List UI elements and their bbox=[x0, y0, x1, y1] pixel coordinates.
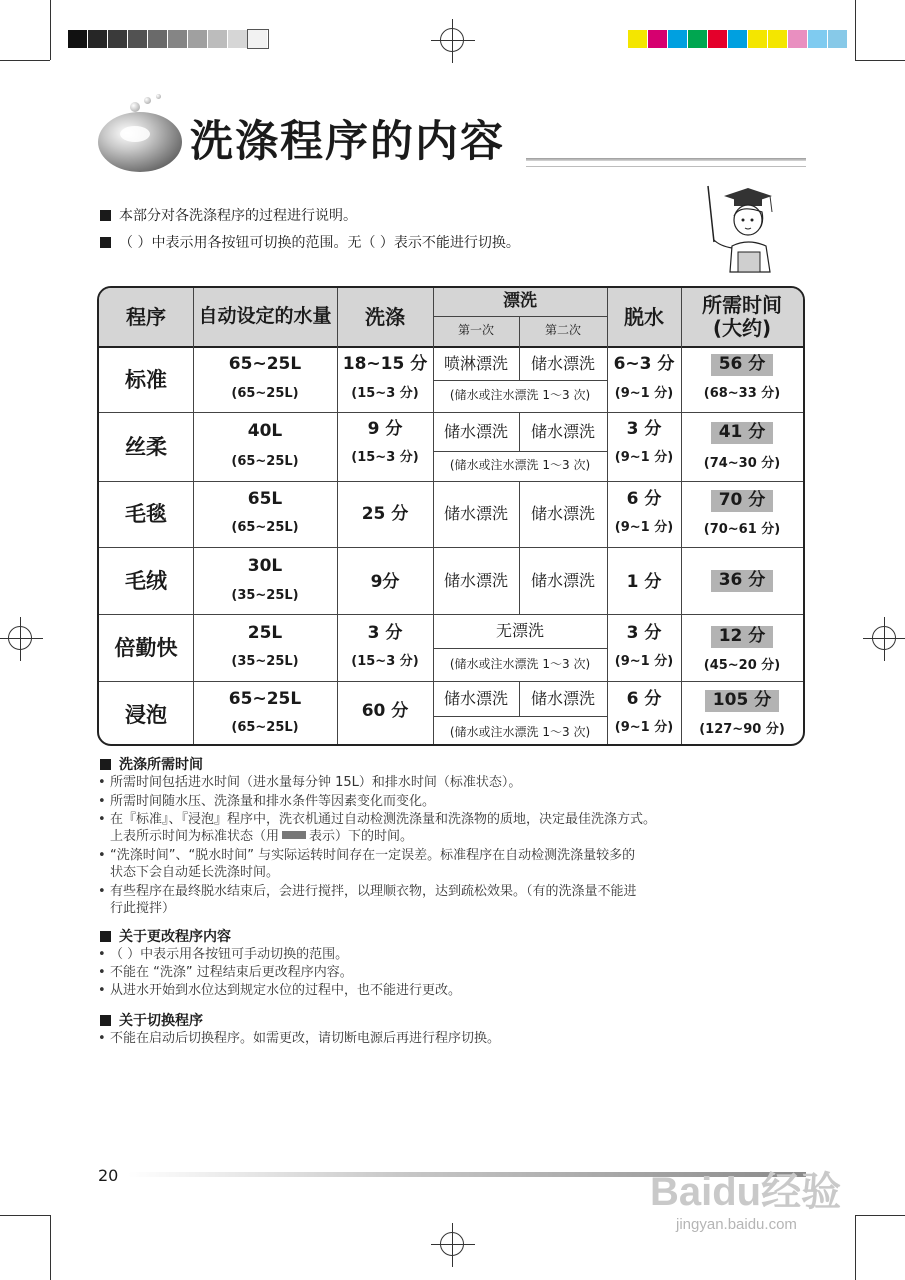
row-wash-range: (15~3 分) bbox=[351, 385, 419, 401]
standard-time-badge: 12 分 bbox=[711, 626, 774, 648]
row-rinse-merged: 无漂洗 bbox=[495, 621, 544, 641]
row-wash: 9 分 bbox=[367, 419, 403, 440]
row-rinse-first: 喷淋漂洗 bbox=[443, 353, 508, 373]
section-heading: 关于更改程序内容 bbox=[100, 926, 231, 946]
color-swatch bbox=[248, 30, 268, 48]
list-item: • （ ）中表示用各按钮可手动切换的范围。 bbox=[110, 946, 348, 963]
row-spin-range: (9~1 分) bbox=[614, 519, 674, 535]
color-swatch bbox=[628, 30, 648, 48]
row-spin: 6 分 bbox=[626, 489, 662, 510]
crop-mark bbox=[0, 1215, 50, 1216]
list-item: • 不能在启动后切换程序。如需更改，请切断电源后再进行程序切换。 bbox=[110, 1030, 500, 1047]
row-time bbox=[681, 622, 803, 652]
color-swatch bbox=[88, 30, 108, 48]
row-rinse-first: 储水漂洗 bbox=[443, 570, 508, 590]
row-time bbox=[681, 486, 803, 516]
row-time-range: (45~20 分) bbox=[703, 657, 781, 673]
intro-line: 本部分对各洗涤程序的过程进行说明。 bbox=[100, 205, 357, 225]
header-water: 自动设定的水量 bbox=[198, 305, 332, 328]
row-wash: 25 分 bbox=[361, 503, 409, 524]
row-water: 30L bbox=[247, 556, 283, 577]
title-underline-thin bbox=[526, 166, 806, 167]
row-program: 毛毯 bbox=[125, 502, 167, 527]
list-item-continued: 上表所示时间为标准状态（用 表示）下的时间。 bbox=[110, 829, 414, 844]
grayscale-bar bbox=[68, 30, 268, 48]
color-swatch bbox=[688, 30, 708, 48]
list-item-continued: 行此搅拌） bbox=[110, 901, 176, 916]
header-spin: 脱水 bbox=[624, 304, 664, 329]
header-rinse-second: 第二次 bbox=[544, 323, 581, 338]
crop-mark bbox=[855, 1215, 856, 1280]
bullet-square-icon bbox=[100, 1015, 111, 1026]
registration-mark bbox=[440, 28, 464, 52]
row-wash: 18~15 分 bbox=[342, 354, 428, 375]
title-orb-highlight bbox=[120, 126, 150, 142]
color-swatch bbox=[808, 30, 828, 48]
gray-marker-swatch bbox=[282, 831, 306, 839]
crop-mark bbox=[50, 1215, 51, 1280]
row-water-range: (65~25L) bbox=[231, 453, 299, 469]
table-rule bbox=[519, 316, 520, 346]
registration-mark bbox=[8, 626, 32, 650]
row-wash: 9分 bbox=[370, 572, 400, 593]
header-program: 程序 bbox=[126, 304, 166, 329]
row-spin-range: (9~1 分) bbox=[614, 719, 674, 735]
row-spin: 6 分 bbox=[626, 689, 662, 710]
row-spin-range: (9~1 分) bbox=[614, 449, 674, 465]
page-title: 洗涤程序的内容 bbox=[190, 117, 505, 167]
color-swatch bbox=[228, 30, 248, 48]
watermark-url: jingyan.baidu.com bbox=[676, 1216, 797, 1233]
row-program: 浸泡 bbox=[125, 702, 167, 727]
list-item: • 所需时间随水压、洗涤量和排水条件等因素变化而变化。 bbox=[110, 793, 435, 810]
row-spin-range: (9~1 分) bbox=[614, 653, 674, 669]
list-item: • 从进水开始到水位达到规定水位的过程中，也不能进行更改。 bbox=[110, 982, 461, 999]
row-spin: 3 分 bbox=[626, 419, 662, 440]
section-heading: 关于切换程序 bbox=[100, 1010, 203, 1030]
row-rinse-second: 储水漂洗 bbox=[530, 421, 595, 441]
color-swatch bbox=[768, 30, 788, 48]
row-program: 标准 bbox=[125, 367, 167, 392]
program-table bbox=[97, 286, 805, 746]
header-time: 所需时间 (大约) bbox=[702, 293, 782, 340]
row-time bbox=[681, 548, 803, 614]
crop-mark bbox=[855, 60, 905, 61]
crop-mark bbox=[855, 1215, 905, 1216]
row-water-range: (65~25L) bbox=[231, 519, 299, 535]
header-rinse-first: 第一次 bbox=[457, 323, 494, 338]
teacher-illustration-icon bbox=[700, 182, 780, 274]
row-time bbox=[681, 418, 803, 448]
standard-time-badge: 36 分 bbox=[711, 570, 774, 592]
row-rinse-note: (储水或注水漂洗 1～3 次) bbox=[449, 388, 591, 403]
list-item: • 在『标准』、『浸泡』程序中，洗衣机通过自动检测洗涤量和洗涤物的质地，决定最佳洗涤方式。 bbox=[110, 811, 656, 828]
row-time-range: (127~90 分) bbox=[699, 721, 785, 737]
row-rinse-second: 储水漂洗 bbox=[530, 504, 595, 524]
color-swatch bbox=[128, 30, 148, 48]
row-rinse-note: (储水或注水漂洗 1～3 次) bbox=[449, 458, 591, 473]
list-item: • 所需时间包括进水时间（进水量每分钟 15L）和排水时间（标准状态）。 bbox=[110, 774, 521, 791]
row-water: 65L bbox=[247, 489, 283, 510]
header-rinse: 漂洗 bbox=[503, 291, 537, 312]
row-rinse-second: 储水漂洗 bbox=[530, 688, 595, 708]
row-rinse-first: 储水漂洗 bbox=[443, 504, 508, 524]
row-time-range: (70~61 分) bbox=[703, 521, 781, 537]
row-time bbox=[681, 686, 803, 716]
header-wash: 洗涤 bbox=[365, 304, 405, 329]
row-water-range: (65~25L) bbox=[231, 719, 299, 735]
row-time-range: (74~30 分) bbox=[703, 455, 781, 471]
row-spin-range: (9~1 分) bbox=[614, 385, 674, 401]
row-rinse-note: (储水或注水漂洗 1～3 次) bbox=[449, 657, 591, 672]
row-program: 毛绒 bbox=[125, 568, 167, 593]
standard-time-badge: 105 分 bbox=[705, 690, 779, 712]
row-rinse-first: 储水漂洗 bbox=[443, 688, 508, 708]
list-item: • “洗涤时间”、“脱水时间” 与实际运转时间存在一定误差。标准程序在自动检测洗涤量较多的 bbox=[110, 847, 635, 864]
title-underline bbox=[526, 158, 806, 161]
color-swatch bbox=[188, 30, 208, 48]
crop-mark bbox=[855, 0, 856, 60]
bullet-square-icon bbox=[100, 237, 111, 248]
list-item: • 不能在 “洗涤” 过程结束后更改程序内容。 bbox=[110, 964, 353, 981]
row-rinse-second: 储水漂洗 bbox=[530, 570, 595, 590]
row-wash: 3 分 bbox=[367, 623, 403, 644]
color-swatch bbox=[648, 30, 668, 48]
row-water: 65~25L bbox=[228, 689, 302, 710]
title-orb-icon bbox=[98, 112, 182, 172]
row-spin: 6~3 分 bbox=[613, 354, 675, 375]
bubble-icon bbox=[144, 97, 151, 104]
standard-time-badge: 41 分 bbox=[711, 422, 774, 444]
row-time bbox=[681, 350, 803, 380]
color-swatch bbox=[708, 30, 728, 48]
bullet-square-icon bbox=[100, 759, 111, 770]
row-spin: 3 分 bbox=[626, 623, 662, 644]
row-rinse-first: 储水漂洗 bbox=[443, 421, 508, 441]
bubble-icon bbox=[156, 94, 161, 99]
color-swatch bbox=[208, 30, 228, 48]
row-water: 40L bbox=[247, 421, 283, 442]
color-swatch bbox=[168, 30, 188, 48]
bullet-square-icon bbox=[100, 931, 111, 942]
standard-time-badge: 70 分 bbox=[711, 490, 774, 512]
color-swatch bbox=[828, 30, 848, 48]
row-wash-range: (15~3 分) bbox=[351, 449, 419, 465]
crop-mark bbox=[0, 60, 50, 61]
registration-mark bbox=[872, 626, 896, 650]
color-swatch bbox=[148, 30, 168, 48]
watermark-logo: Baidu经验 bbox=[650, 1170, 842, 1214]
color-swatch bbox=[668, 30, 688, 48]
section-heading: 洗涤所需时间 bbox=[100, 754, 203, 774]
registration-mark bbox=[440, 1232, 464, 1256]
color-bar bbox=[628, 30, 848, 48]
bullet-square-icon bbox=[100, 210, 111, 221]
row-time-range: (68~33 分) bbox=[703, 385, 781, 401]
row-program: 倍勤快 bbox=[114, 635, 178, 660]
color-swatch bbox=[68, 30, 88, 48]
crop-mark bbox=[50, 0, 51, 60]
color-swatch bbox=[108, 30, 128, 48]
row-water-range: (35~25L) bbox=[231, 587, 299, 603]
row-wash: 60 分 bbox=[361, 701, 409, 722]
row-water: 65~25L bbox=[228, 354, 302, 375]
intro-line: （ ）中表示用各按钮可切换的范围。无（ ）表示不能进行切换。 bbox=[100, 232, 520, 252]
row-wash-range: (15~3 分) bbox=[351, 653, 419, 669]
color-swatch bbox=[748, 30, 768, 48]
row-spin: 1 分 bbox=[626, 572, 662, 593]
row-water-range: (65~25L) bbox=[231, 385, 299, 401]
bubble-icon bbox=[130, 102, 140, 112]
row-water: 25L bbox=[247, 623, 283, 644]
row-rinse-note: (储水或注水漂洗 1～3 次) bbox=[449, 724, 591, 739]
list-item: • 有些程序在最终脱水结束后，会进行搅拌，以理顺衣物，达到疏松效果。（有的洗涤量不能进 bbox=[110, 883, 637, 900]
row-program: 丝柔 bbox=[125, 434, 167, 459]
row-rinse-second: 储水漂洗 bbox=[530, 353, 595, 373]
list-item-continued: 状态下会自动延长洗涤时间。 bbox=[110, 865, 280, 880]
color-swatch bbox=[788, 30, 808, 48]
row-water-range: (35~25L) bbox=[231, 653, 299, 669]
table-rule bbox=[433, 316, 607, 317]
color-swatch bbox=[728, 30, 748, 48]
standard-time-badge: 56 分 bbox=[711, 354, 774, 376]
page-number: 20 bbox=[98, 1166, 119, 1185]
